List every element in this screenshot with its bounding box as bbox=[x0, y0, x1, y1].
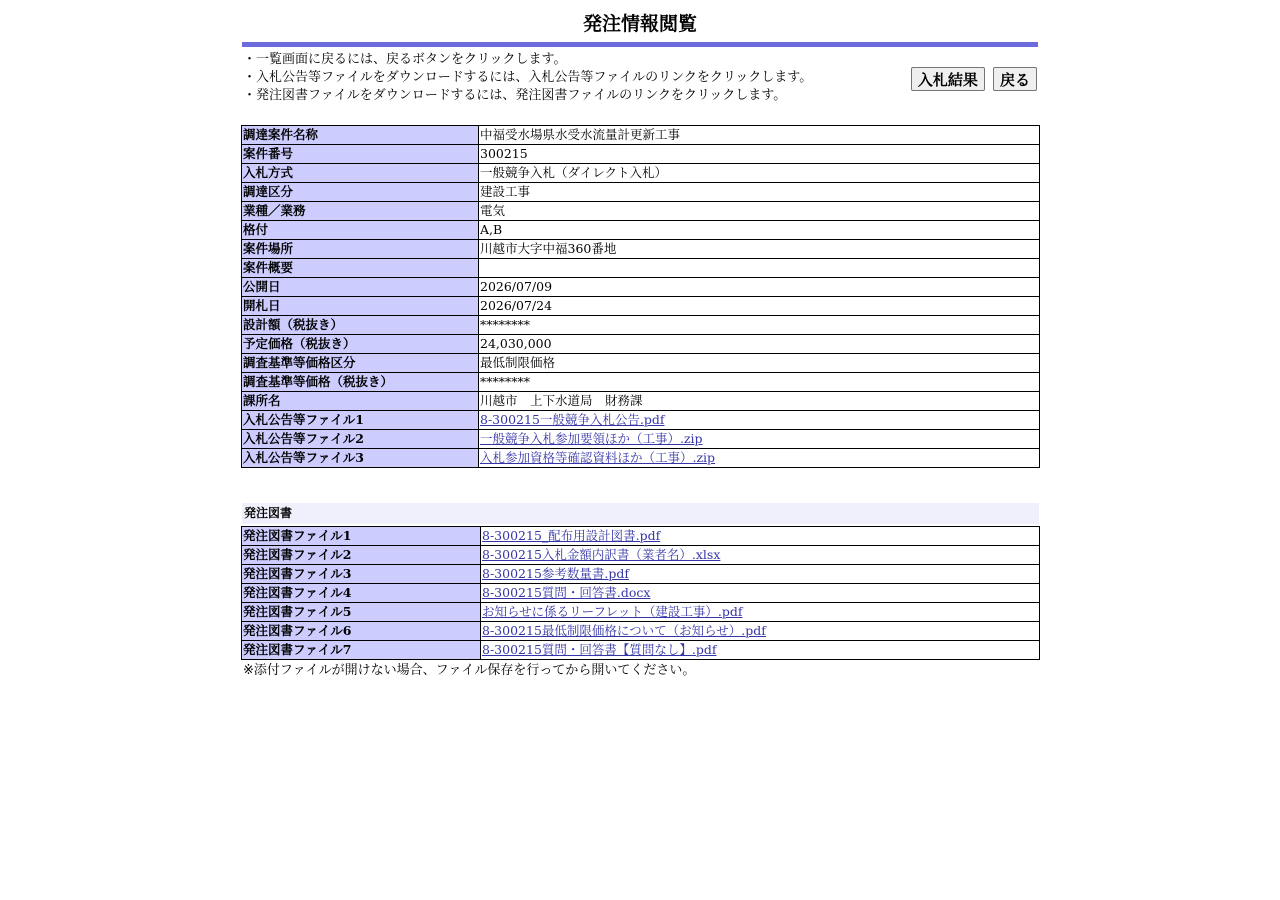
field-label: 業種／業務 bbox=[242, 202, 479, 221]
field-label: 発注図書ファイル7 bbox=[242, 641, 481, 660]
file-cell bbox=[481, 641, 1040, 660]
file-cell bbox=[481, 603, 1040, 622]
drawing-file-link[interactable]: お知らせに係るリーフレット（建設工事）.pdf bbox=[482, 604, 743, 619]
field-value: 300215 bbox=[479, 145, 1040, 164]
field-value bbox=[479, 259, 1040, 278]
table-row bbox=[242, 145, 1040, 164]
instruction-drawing-download: ・発注図書ファイルをダウンロードするには、発注図書ファイルのリンクをクリックします。 bbox=[243, 88, 787, 103]
notice-file-link[interactable]: 8-300215一般競争入札公告.pdf bbox=[480, 412, 665, 427]
file-cell bbox=[481, 565, 1040, 584]
table-row bbox=[242, 183, 1040, 202]
field-label: 案件概要 bbox=[242, 259, 479, 278]
drawings-table bbox=[241, 526, 1040, 660]
attachment-note: ※添付ファイルが開けない場合、ファイル保存を行ってから開いてください。 bbox=[243, 663, 696, 678]
field-label: 設計額（税抜き） bbox=[242, 316, 479, 335]
field-label: 予定価格（税抜き） bbox=[242, 335, 479, 354]
drawings-section-heading: 発注図書 bbox=[242, 503, 1039, 524]
field-label: 案件番号 bbox=[242, 145, 479, 164]
table-row bbox=[242, 411, 1040, 430]
field-label: 発注図書ファイル6 bbox=[242, 622, 481, 641]
intro-area bbox=[241, 47, 1039, 125]
field-label: 格付 bbox=[242, 221, 479, 240]
field-value: 電気 bbox=[479, 202, 1040, 221]
table-row bbox=[242, 565, 1040, 584]
file-cell bbox=[481, 546, 1040, 565]
field-label: 調達案件名称 bbox=[242, 126, 479, 145]
table-row bbox=[242, 316, 1040, 335]
field-label: 発注図書ファイル1 bbox=[242, 527, 481, 546]
drawing-file-link[interactable]: 8-300215最低制限価格について（お知らせ）.pdf bbox=[482, 623, 766, 638]
field-value: 川越市 上下水道局 財務課 bbox=[479, 392, 1040, 411]
table-row bbox=[242, 430, 1040, 449]
page-container bbox=[241, 0, 1039, 682]
table-row bbox=[242, 527, 1040, 546]
field-value: 最低制限価格 bbox=[479, 354, 1040, 373]
table-row bbox=[242, 622, 1040, 641]
file-cell bbox=[481, 622, 1040, 641]
field-value: ******** bbox=[479, 316, 1040, 335]
field-label: 発注図書ファイル2 bbox=[242, 546, 481, 565]
file-cell bbox=[479, 411, 1040, 430]
field-value: 一般競争入札（ダイレクト入札） bbox=[479, 164, 1040, 183]
action-buttons bbox=[908, 67, 1037, 91]
table-row bbox=[242, 202, 1040, 221]
notice-file-link[interactable]: 一般競争入札参加要領ほか（工事）.zip bbox=[480, 431, 703, 446]
table-row bbox=[242, 164, 1040, 183]
instruction-notice-download: ・入札公告等ファイルをダウンロードするには、入札公告等ファイルのリンクをクリックします。 bbox=[243, 70, 813, 85]
drawing-file-link[interactable]: 8-300215参考数量書.pdf bbox=[482, 566, 629, 581]
table-row bbox=[242, 641, 1040, 660]
table-row bbox=[242, 297, 1040, 316]
table-row bbox=[242, 373, 1040, 392]
field-label: 案件場所 bbox=[242, 240, 479, 259]
field-value: 24,030,000 bbox=[479, 335, 1040, 354]
field-value: 中福受水場県水受水流量計更新工事 bbox=[479, 126, 1040, 145]
field-value: A,B bbox=[479, 221, 1040, 240]
table-row bbox=[242, 546, 1040, 565]
field-label: 発注図書ファイル4 bbox=[242, 584, 481, 603]
field-value: 建設工事 bbox=[479, 183, 1040, 202]
notice-file-link[interactable]: 入札参加資格等確認資料ほか（工事）.zip bbox=[480, 450, 716, 465]
field-value: ******** bbox=[479, 373, 1040, 392]
field-label: 入札公告等ファイル1 bbox=[242, 411, 479, 430]
case-detail-table bbox=[241, 125, 1040, 468]
back-button[interactable]: 戻る bbox=[993, 67, 1037, 91]
table-row bbox=[242, 584, 1040, 603]
field-label: 公開日 bbox=[242, 278, 479, 297]
field-label: 調査基準等価格（税抜き） bbox=[242, 373, 479, 392]
field-label: 発注図書ファイル3 bbox=[242, 565, 481, 584]
file-cell bbox=[481, 584, 1040, 603]
table-row bbox=[242, 354, 1040, 373]
field-value: 2026/07/09 bbox=[479, 278, 1040, 297]
field-label: 入札公告等ファイル3 bbox=[242, 449, 479, 468]
field-label: 発注図書ファイル5 bbox=[242, 603, 481, 622]
field-label: 課所名 bbox=[242, 392, 479, 411]
table-row bbox=[242, 449, 1040, 468]
instruction-back: ・一覧画面に戻るには、戻るボタンをクリックします。 bbox=[243, 52, 567, 67]
table-row bbox=[242, 335, 1040, 354]
table-row bbox=[242, 603, 1040, 622]
bid-results-button[interactable]: 入札結果 bbox=[911, 67, 985, 91]
field-label: 入札方式 bbox=[242, 164, 479, 183]
table-row bbox=[242, 126, 1040, 145]
table-row bbox=[242, 392, 1040, 411]
table-row bbox=[242, 259, 1040, 278]
drawing-file-link[interactable]: 8-300215質問・回答書【質問なし】.pdf bbox=[482, 642, 717, 657]
field-value: 2026/07/24 bbox=[479, 297, 1040, 316]
page-title: 発注情報閲覧 bbox=[582, 13, 697, 35]
drawing-file-link[interactable]: 8-300215_配布用設計図書.pdf bbox=[482, 528, 661, 543]
field-label: 開札日 bbox=[242, 297, 479, 316]
table-row bbox=[242, 240, 1040, 259]
field-value: 川越市大字中福360番地 bbox=[479, 240, 1040, 259]
table-row bbox=[242, 278, 1040, 297]
drawing-file-link[interactable]: 8-300215質問・回答書.docx bbox=[482, 585, 651, 600]
field-label: 調達区分 bbox=[242, 183, 479, 202]
file-cell bbox=[479, 430, 1040, 449]
table-row bbox=[242, 221, 1040, 240]
field-label: 入札公告等ファイル2 bbox=[242, 430, 479, 449]
file-cell bbox=[481, 527, 1040, 546]
drawing-file-link[interactable]: 8-300215入札金額内訳書（業者名）.xlsx bbox=[482, 547, 721, 562]
file-cell bbox=[479, 449, 1040, 468]
field-label: 調査基準等価格区分 bbox=[242, 354, 479, 373]
